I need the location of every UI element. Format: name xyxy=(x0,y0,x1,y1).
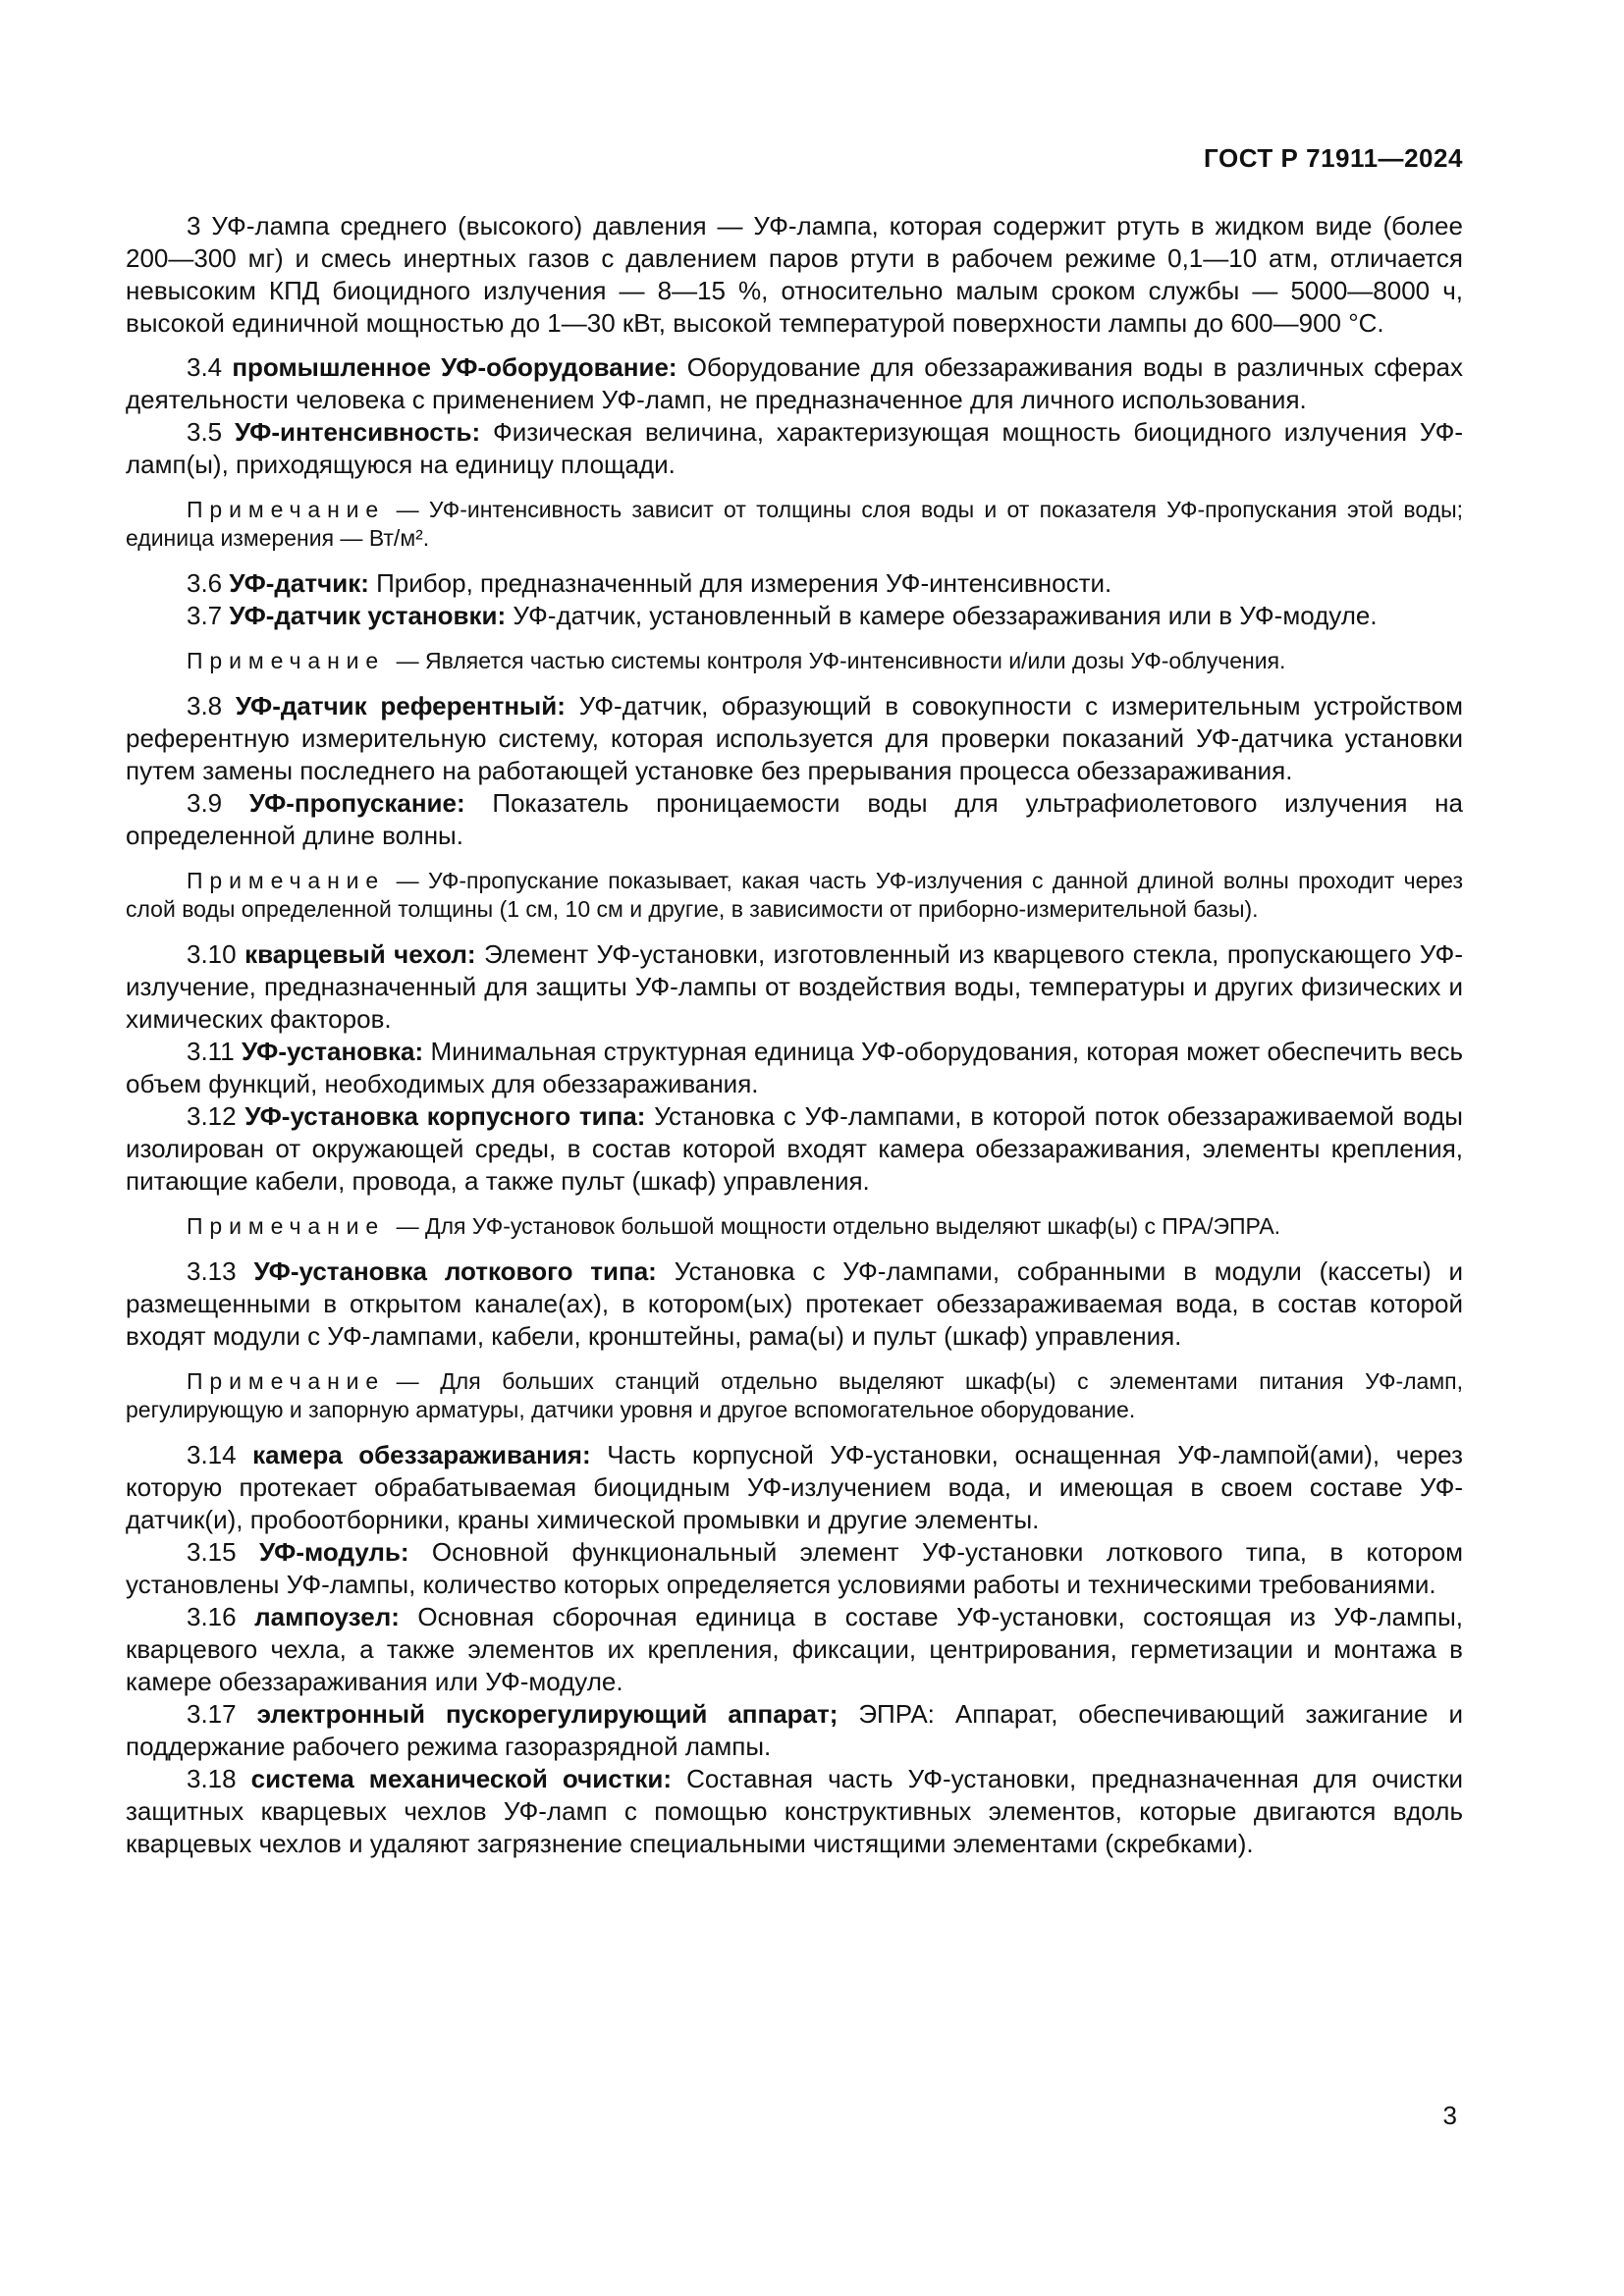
note-text: — Для УФ-установок большой мощности отдельно выделяют шкаф(ы) с ПРА/ЭПРА. xyxy=(396,1213,1281,1239)
clause-number: 3.17 xyxy=(187,1699,237,1729)
term: УФ-установка: xyxy=(241,1037,424,1066)
term: промышленное УФ-оборудование: xyxy=(232,352,677,382)
note-label: Примечание xyxy=(187,497,386,522)
clause-number: 3.16 xyxy=(187,1602,237,1631)
definition-paragraph xyxy=(126,1698,1463,1763)
term: система механической очистки: xyxy=(250,1764,673,1793)
definition-paragraph xyxy=(126,416,1463,481)
term: камера обеззараживания: xyxy=(252,1440,591,1469)
note-label: Примечание xyxy=(187,868,386,893)
term: УФ-пропускание: xyxy=(248,788,465,818)
standard-number-header: ГОСТ Р 71911—2024 xyxy=(1204,143,1463,173)
definition-text: ЭПРА: Аппарат, обеспечивающий зажигание и поддержание рабочего режима газоразрядной лампы. xyxy=(126,1699,1463,1761)
definition-text: Элемент УФ-установки, изготовленный из кварцевого стекла, пропускающего УФ-излучение, предназначенный для защиты УФ-лампы от воздействия воды, температуры и других физических и химических факторов. xyxy=(126,939,1463,1034)
definition-paragraph xyxy=(126,1763,1463,1860)
definition-paragraph xyxy=(126,210,1463,340)
definition-text: Оборудование для обеззараживания воды в различных сферах деятельности человека с применением УФ-ламп, не предназначенное для личного использования. xyxy=(126,352,1463,414)
note-paragraph xyxy=(126,867,1463,924)
note-label: Примечание xyxy=(187,1213,386,1239)
definition-text: УФ-лампа среднего (высокого) давления — УФ-лампа, которая содержит ртуть в жидком виде (более 200—300 мг) и смесь инертных газов с давлением паров ртути в рабочем режиме 0,1—10 атм, отличается невысоким КПД биоцидного излучения — 8—15 %, относительно малым сроком службы — 5000—8000 ч, высокой единичной мощностью до 1—30 кВт, высокой температурой поверхности лампы до 600—900 °С. xyxy=(126,211,1463,338)
term: УФ-датчик установки: xyxy=(229,601,507,630)
definition-text: Физическая величина, характеризующая мощность биоцидного излучения УФ-ламп(ы), приходящуюся на единицу площади. xyxy=(126,417,1463,479)
term: кварцевый чехол: xyxy=(244,939,476,969)
clause-number: 3.5 xyxy=(187,417,223,447)
note-paragraph xyxy=(126,1367,1463,1424)
term: УФ-интенсивность: xyxy=(235,417,481,447)
note-paragraph xyxy=(126,1212,1463,1241)
clause-number: 3.12 xyxy=(187,1101,237,1131)
clause-number: 3.4 xyxy=(187,352,223,382)
note-text: — УФ-интенсивность зависит от толщины слоя воды и от показателя УФ-пропускания этой воды; единица измерения — Вт/м². xyxy=(126,497,1463,551)
term: УФ-установка корпусного типа: xyxy=(244,1101,646,1131)
definition-text: Основной функциональный элемент УФ-установки лоткового типа, в котором установлены УФ-лампы, количество которых определяется условиями работы и техническими требованиями. xyxy=(126,1537,1463,1599)
term: УФ-установка лоткового типа: xyxy=(253,1256,657,1286)
clause-number: 3.18 xyxy=(187,1764,237,1793)
definition-text: Установка с УФ-лампами, в которой поток обеззараживаемой воды изолирован от окружающей среды, в состав которой входят камера обеззараживания, элементы крепления, питающие кабели, провода, а также пульт (шкаф) управления. xyxy=(126,1101,1463,1196)
definition-paragraph xyxy=(126,1536,1463,1601)
term: лампоузел: xyxy=(254,1602,400,1631)
clause-number: 3.8 xyxy=(187,691,223,721)
clause-number: 3.13 xyxy=(187,1256,237,1286)
definition-paragraph xyxy=(126,1601,1463,1698)
definition-paragraph xyxy=(126,1036,1463,1100)
clause-number: 3 xyxy=(187,211,201,240)
content-area xyxy=(126,210,1463,1860)
term: электронный пускорегулирующий аппарат; xyxy=(256,1699,839,1729)
clause-number: 3.15 xyxy=(187,1537,237,1567)
definition-text: Прибор, предназначенный для измерения УФ-интенсивности. xyxy=(376,568,1112,598)
clause-number: 3.9 xyxy=(187,788,223,818)
note-label: Примечание xyxy=(187,1368,386,1394)
definition-paragraph xyxy=(126,567,1463,600)
definition-paragraph xyxy=(126,787,1463,852)
clause-number: 3.7 xyxy=(187,601,223,630)
definition-text: УФ-датчик, установленный в камере обеззараживания или в УФ-модуле. xyxy=(513,601,1378,630)
note-paragraph xyxy=(126,496,1463,553)
definition-paragraph xyxy=(126,1100,1463,1198)
definition-text: Часть корпусной УФ-установки, оснащенная УФ-лампой(ами), через которую протекает обрабатываемая биоцидным УФ-излучением вода, и имеющая в своем составе УФ-датчик(и), пробоотборники, краны химической промывки и другие элементы. xyxy=(126,1440,1463,1534)
definition-text: Минимальная структурная единица УФ-оборудования, которая может обеспечить весь объем функций, необходимых для обеззараживания. xyxy=(126,1037,1463,1098)
clause-number: 3.6 xyxy=(187,568,223,598)
definition-text: Установка с УФ-лампами, собранными в модули (кассеты) и размещенными в открытом канале(ах), в котором(ых) протекает обеззараживаемая вода, в состав которой входят модули с УФ-лампами, кабели, кронштейны, рама(ы) и пульт (шкаф) управления. xyxy=(126,1256,1463,1351)
clause-number: 3.10 xyxy=(187,939,237,969)
definition-paragraph xyxy=(126,351,1463,416)
definition-paragraph xyxy=(126,1255,1463,1353)
clause-number: 3.14 xyxy=(187,1440,237,1469)
term: УФ-датчик референтный: xyxy=(235,691,566,721)
note-label: Примечание xyxy=(187,648,386,673)
definition-text: УФ-датчик, образующий в совокупности с измерительным устройством референтную измерительную систему, которая используется для проверки показаний УФ-датчика установки путем замены последнего на работающей установке без прерывания процесса обеззараживания. xyxy=(126,691,1463,785)
definition-text: Показатель проницаемости воды для ультрафиолетового излучения на определенной длине волны. xyxy=(126,788,1463,850)
definition-paragraph xyxy=(126,690,1463,787)
note-text: — УФ-пропускание показывает, какая часть УФ-излучения с данной длиной волны проходит через слой воды определенной толщины (1 см, 10 см и другие, в зависимости от приборно-измерительной базы). xyxy=(126,868,1463,922)
clause-number: 3.11 xyxy=(187,1037,235,1066)
term: УФ-датчик: xyxy=(229,568,369,598)
note-text: — Для больших станций отдельно выделяют шкаф(ы) с элементами питания УФ-ламп, регулирующую и запорную арматуры, датчики уровня и другое вспомогательное оборудование. xyxy=(126,1368,1463,1422)
term: УФ-модуль: xyxy=(258,1537,409,1567)
definition-paragraph xyxy=(126,1439,1463,1536)
note-text: — Является частью системы контроля УФ-интенсивности и/или дозы УФ-облучения. xyxy=(396,648,1286,673)
page-number: 3 xyxy=(1442,2101,1457,2130)
definition-paragraph xyxy=(126,600,1463,632)
definition-paragraph xyxy=(126,938,1463,1036)
definition-text: Основная сборочная единица в составе УФ-установки, состоящая из УФ-лампы, кварцевого чехла, а также элементов их крепления, фиксации, центрирования, герметизации и монтажа в камере обеззараживания или УФ-модуле. xyxy=(126,1602,1463,1696)
definition-text: Составная часть УФ-установки, предназначенная для очистки защитных кварцевых чехлов УФ-ламп с помощью конструктивных элементов, которые двигаются вдоль кварцевых чехлов и удаляют загрязнение специальными чистящими элементами (скребками). xyxy=(126,1764,1463,1858)
note-paragraph xyxy=(126,647,1463,675)
